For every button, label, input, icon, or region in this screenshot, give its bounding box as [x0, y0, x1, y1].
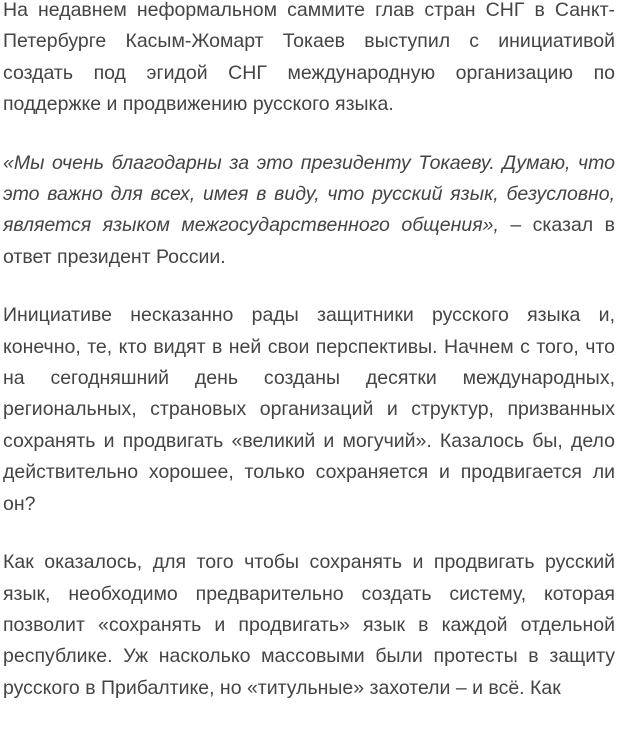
president-quote: «Мы очень благодарны за это президенту Токаеву. Думаю, что это важно для всех, имея в виду, что русский язык, безусловно, является языком межгосударственного общения»,: [3, 151, 615, 237]
article-paragraph-4: Как оказалось, для того чтобы сохранять и продвигать русский язык, необходимо предварительно создать систему, которая позволит «сохранять и продвигать» язык в каждой отдельной республике. Уж насколько массовыми были протесты в защиту русского в Прибалтике, но «титульные» захотели – и всё. Как: [3, 551, 615, 699]
article-paragraph-3: Инициативе несказанно рады защитники русского языка и, конечно, те, кто видят в ней свои перспективы. Начнем с того, что на сегодняшний день созданы десятки международных, региональных, страновых организаций и структур, призванных сохранять и продвигать «великий и могучий». Казалось бы, дело действительно хорошее, только сохраняется и продвигается ли он?: [3, 304, 615, 515]
article-paragraph-1: На недавнем неформальном саммите глав стран СНГ в Санкт-Петербурге Касым-Жомарт Токаев выступил с инициативой создать под эгидой СНГ международную организацию по поддержке и продвижению русского языка.: [3, 0, 615, 116]
article-body: [3, 0, 615, 731]
quote-attribution: – сказал в ответ президент России.: [3, 214, 615, 268]
article-paragraph-2: [3, 148, 615, 274]
